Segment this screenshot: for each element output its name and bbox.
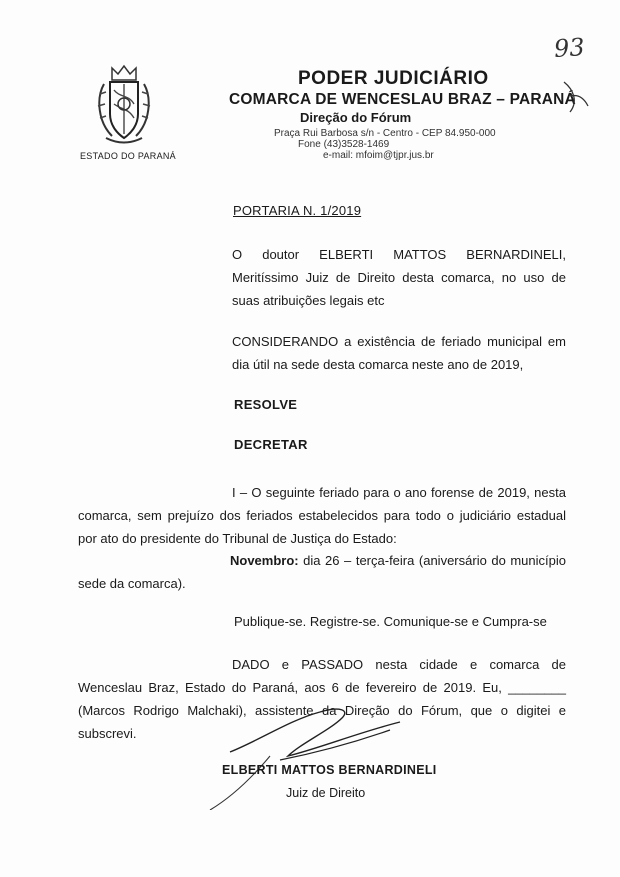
- page-number: 93: [553, 32, 586, 64]
- holiday-paragraph: [78, 549, 566, 595]
- considering-paragraph: CONSIDERANDO a existência de feriado municipal em dia útil na sede desta comarca neste ano de 2019,: [232, 334, 566, 372]
- closing-paragraph: DADO e PASSADO nesta cidade e comarca de Wenceslau Braz, Estado do Paraná, aos 6 de fevereiro de 2019. Eu, ________ (Marcos Rodrigo Malchaki), assistente da Direção do Fórum, que o digitei e subscrevi.: [78, 657, 566, 741]
- header-email: e-mail: mfoim@tjpr.jus.br: [323, 150, 434, 161]
- crest-label: ESTADO DO PARANÁ: [80, 151, 176, 161]
- signer-name: ELBERTI MATTOS BERNARDINELI: [222, 763, 437, 777]
- article-paragraph: I – O seguinte feriado para o ano forense de 2019, nesta comarca, sem prejuízo dos feriados estabelecidos para todo o judiciário estadual por ato do presidente do Tribunal de Justiça do Estado:: [78, 485, 566, 546]
- decree-label: DECRETAR: [234, 437, 308, 452]
- publish-line: Publique-se. Registre-se. Comunique-se e Cumpra-se: [234, 614, 547, 629]
- header-phone: Fone (43)3528-1469: [298, 139, 390, 150]
- signer-role: Juiz de Direito: [286, 786, 366, 800]
- header-address: Praça Rui Barbosa s/n - Centro - CEP 84.950-000: [274, 128, 496, 139]
- header-title: PODER JUDICIÁRIO: [298, 68, 489, 89]
- header-section: Direção do Fórum: [300, 110, 412, 125]
- intro-paragraph: O doutor ELBERTI MATTOS BERNARDINELI, Meritíssimo Juiz de Direito desta comarca, no uso de suas atribuições legais etc: [232, 247, 566, 308]
- header-subtitle: COMARCA DE WENCESLAU BRAZ – PARANÁ: [229, 91, 576, 108]
- resolve-label: RESOLVE: [234, 397, 298, 412]
- holiday-month: Novembro:: [230, 553, 299, 568]
- holiday-detail: dia 26 – terça-feira (aniversário do município sede da comarca).: [78, 553, 566, 591]
- initials-mark: [560, 76, 592, 116]
- coat-of-arms-icon: [92, 64, 156, 148]
- document-heading: PORTARIA N. 1/2019: [233, 203, 362, 218]
